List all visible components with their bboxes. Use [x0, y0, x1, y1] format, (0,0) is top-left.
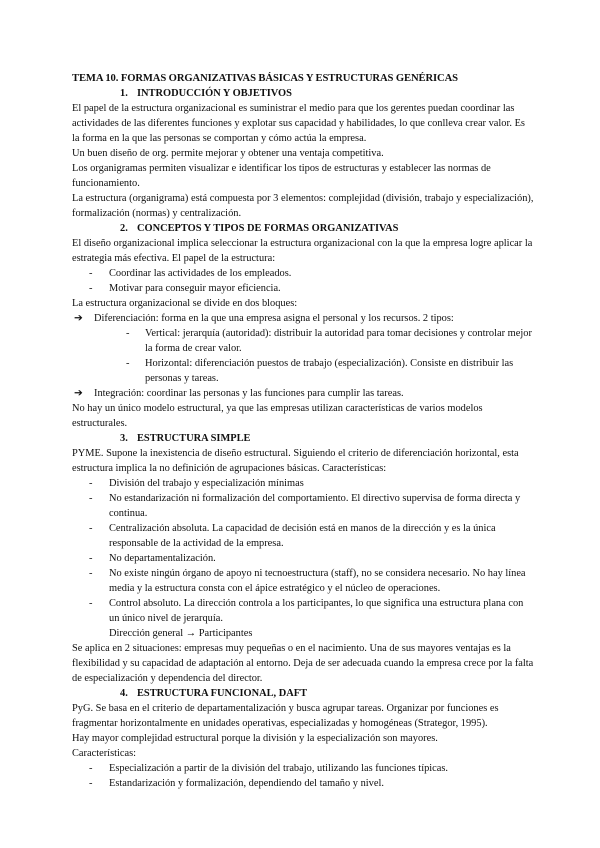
section-number: 1. — [120, 88, 128, 99]
section-number: 4. — [120, 688, 128, 699]
dash-marker: - — [126, 328, 130, 339]
arrow-icon: ➔ — [74, 313, 83, 324]
dash-marker: - — [89, 268, 93, 279]
paragraph: Se aplica en 2 situaciones: empresas muy pequeñas o en el nacimiento. Una de sus mayores ventajas es la flexibilidad y su capacidad de adaptación al entorno. Deja de ser adecuada cuando la empresa crece por la falta de especialización y dependencia del director. — [72, 643, 534, 684]
hierarchy-flow: Dirección general → Participantes — [109, 628, 253, 639]
list-item — [72, 476, 534, 491]
paragraph: PyG. Se basa en el criterio de departamentalización y busca agrupar tareas. Organizar por funciones es fragmentar horizontalmente en unidades operativas, especializadas y homogéneas (Strategor, 1995). — [72, 703, 499, 729]
section-heading-conceptos — [72, 221, 534, 236]
paragraph: El diseño organizacional implica seleccionar la estructura organizacional con la que la empresa logre aplicar la estrategia más efectiva. El papel de la estructura: — [72, 238, 533, 264]
list-item-text: Motivar para conseguir mayor eficiencia. — [109, 283, 281, 294]
list-item-text: División del trabajo y especialización mínimas — [109, 478, 304, 489]
dash-marker: - — [89, 523, 93, 534]
list-item-text: Coordinar las actividades de los empleados. — [109, 268, 292, 279]
dash-marker: - — [89, 493, 93, 504]
paragraph: La estructura (organigrama) está compuesta por 3 elementos: complejidad (división, trabajo y especialización), formalización (normas) y centralización. — [72, 193, 534, 219]
list-item-text: Vertical: jerarquía (autoridad): distribuir la autoridad para tomar decisiones y controlar mejor la forma de crear valor. — [145, 328, 532, 354]
list-item-text: Integración: coordinar las personas y las funciones para cumplir las tareas. — [94, 388, 404, 399]
list-item — [72, 281, 534, 296]
dash-marker: - — [126, 358, 130, 369]
arrow-list-item — [72, 311, 534, 326]
document-page — [72, 71, 534, 791]
list-item — [72, 521, 534, 551]
list-item-text: Estandarización y formalización, dependiendo del tamaño y nivel. — [109, 778, 384, 789]
section-title: CONCEPTOS Y TIPOS DE FORMAS ORGANIZATIVAS — [137, 223, 399, 234]
section-title: ESTRUCTURA FUNCIONAL, DAFT — [137, 688, 308, 699]
paragraph: Los organigramas permiten visualizar e identificar los tipos de estructuras y establecer las normas de funcionamiento. — [72, 163, 491, 189]
section-number: 3. — [120, 433, 128, 444]
paragraph: Un buen diseño de org. permite mejorar y obtener una ventaja competitiva. — [72, 148, 384, 159]
sub-list-item — [72, 356, 534, 386]
dash-marker: - — [89, 283, 93, 294]
list-item — [72, 776, 534, 791]
paragraph: No hay un único modelo estructural, ya que las empresas utilizan características de varios modelos estructurales. — [72, 403, 483, 429]
list-item — [72, 266, 534, 281]
list-item — [72, 761, 534, 776]
paragraph: El papel de la estructura organizacional es suministrar el medio para que los gerentes puedan coordinar las actividades de las diferentes funciones y explotar sus capacidad y habilidades, lo que conlleva crear valor. Es la forma en la que las personas se comportan y cómo actúa la empresa. — [72, 103, 525, 144]
arrow-icon: ➔ — [74, 388, 83, 399]
section-title: ESTRUCTURA SIMPLE — [137, 433, 251, 444]
document-title: TEMA 10. FORMAS ORGANIZATIVAS BÁSICAS Y ESTRUCTURAS GENÉRICAS — [72, 73, 458, 84]
paragraph: Características: — [72, 748, 137, 759]
dash-marker: - — [89, 553, 93, 564]
dash-marker: - — [89, 778, 93, 789]
list-item-text: Especialización a partir de la división del trabajo, utilizando las funciones típicas. — [109, 763, 449, 774]
section-heading-introduccion — [72, 86, 534, 101]
paragraph: Hay mayor complejidad estructural porque la división y la especialización son mayores. — [72, 733, 438, 744]
list-item-text: No estandarización ni formalización del comportamiento. El directivo supervisa de forma directa y continua. — [109, 493, 521, 519]
arrow-list-item — [72, 386, 534, 401]
section-number: 2. — [120, 223, 128, 234]
list-item-text: Diferenciación: forma en la que una empresa asigna el personal y los recursos. 2 tipos: — [94, 313, 454, 324]
dash-marker: - — [89, 598, 93, 609]
dash-marker: - — [89, 478, 93, 489]
dash-marker: - — [89, 763, 93, 774]
list-item-text: Control absoluto. La dirección controla a los participantes, lo que significa una estructura plana con un único nivel de jerarquía. — [109, 598, 524, 624]
list-item — [72, 491, 534, 521]
list-item — [72, 596, 534, 626]
list-item — [72, 551, 534, 566]
list-item-text: Horizontal: diferenciación puestos de trabajo (especialización). Consiste en distribuir las personas y tareas. — [145, 358, 514, 384]
list-item-text: No departamentalización. — [109, 553, 216, 564]
section-title: INTRODUCCIÓN Y OBJETIVOS — [137, 88, 292, 99]
list-item-text: No existe ningún órgano de apoyo ni tecnoestructura (staff), no se considera necesario. No hay línea media y la estructura consta con el ápice estratégico y el núcleo de operaciones. — [109, 568, 526, 594]
paragraph: La estructura organizacional se divide en dos bloques: — [72, 298, 298, 309]
section-heading-estructura-funcional — [72, 686, 534, 701]
paragraph: PYME. Supone la inexistencia de diseño estructural. Siguiendo el criterio de diferenciación horizontal, esta estructura implica la no definición de agrupaciones básicas. Características: — [72, 448, 519, 474]
list-item — [72, 566, 534, 596]
section-heading-estructura-simple — [72, 431, 534, 446]
list-item-text: Centralización absoluta. La capacidad de decisión está en manos de la dirección y es la única responsable de la actividad de la empresa. — [109, 523, 496, 549]
sub-list-item — [72, 326, 534, 356]
dash-marker: - — [89, 568, 93, 579]
